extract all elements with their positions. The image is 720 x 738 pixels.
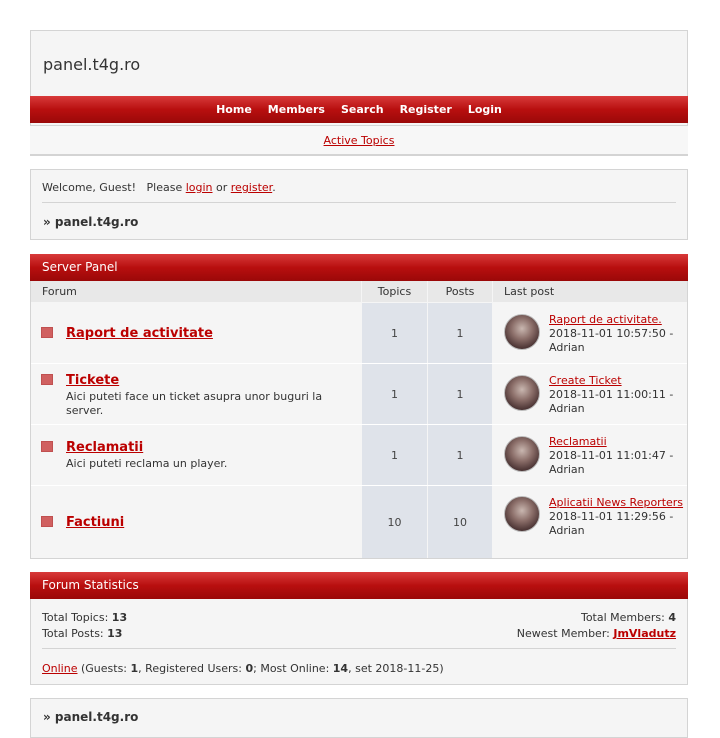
guests-label: (Guests: [77, 662, 131, 675]
most-online-label: ; Most Online: [253, 662, 333, 675]
topics-cell [362, 303, 427, 363]
posts-cell [428, 486, 492, 558]
nav-members[interactable]: Members [267, 103, 325, 116]
newest-member-label: Newest Member: [516, 627, 614, 640]
last-post-user: Adrian [549, 341, 585, 354]
last-post-link[interactable]: Create Ticket [549, 374, 622, 387]
posts-count: 1 [456, 388, 464, 401]
forum-link-factiuni[interactable]: Factiuni [66, 515, 125, 530]
statistics-title: Forum Statistics [30, 572, 688, 599]
main-navbar [30, 96, 688, 123]
last-post-user: Adrian [549, 402, 585, 415]
last-post-info [549, 313, 684, 355]
forum-link-raport[interactable]: Raport de activitate [66, 326, 213, 341]
topics-count: 10 [387, 516, 402, 529]
topics-count: 1 [391, 449, 398, 462]
forum-row [31, 425, 687, 485]
last-post-time: 2018-11-01 11:29:56 - [549, 510, 674, 523]
welcome-or: or [212, 181, 231, 194]
forum-category-panel [30, 254, 688, 559]
total-topics-label: Total Topics: [42, 611, 112, 624]
last-post-info [549, 374, 684, 416]
topics-cell [362, 425, 427, 485]
last-post-cell [493, 486, 687, 558]
online-link[interactable]: Online [42, 662, 78, 675]
user-avatar[interactable] [504, 496, 540, 532]
forum-cell [31, 425, 361, 485]
footer-breadcrumb[interactable]: » panel.t4g.ro [43, 710, 139, 724]
welcome-panel [30, 169, 688, 240]
forum-cell [31, 303, 361, 363]
last-post-time: 2018-11-01 11:00:11 - [549, 388, 674, 401]
forum-status-icon [41, 374, 53, 385]
welcome-suffix: . [272, 181, 276, 194]
last-post-time: 2018-11-01 11:01:47 - [549, 449, 674, 462]
forum-cell [31, 364, 361, 424]
forum-status-icon [41, 327, 53, 338]
user-avatar[interactable] [504, 375, 540, 411]
last-post-link[interactable]: Aplicatii News Reporters [549, 496, 684, 509]
column-topics: Topics [362, 281, 427, 302]
total-members-value: 4 [668, 611, 676, 624]
last-post-info [549, 435, 684, 477]
forum-link-reclamatii[interactable]: Reclamatii [66, 440, 144, 455]
last-post-user: Adrian [549, 524, 585, 537]
total-members [581, 611, 676, 624]
nav-home[interactable]: Home [216, 103, 252, 116]
most-online-value: 14 [332, 662, 349, 675]
posts-count: 1 [456, 327, 464, 340]
forum-status-icon [41, 516, 53, 527]
topics-count: 1 [391, 388, 398, 401]
online-info [42, 662, 444, 675]
forum-row [31, 486, 687, 558]
category-title[interactable]: Server Panel [30, 254, 688, 281]
total-topics-value: 13 [111, 611, 128, 624]
site-title: panel.t4g.ro [43, 55, 141, 74]
nav-login[interactable]: Login [467, 103, 502, 116]
posts-count: 10 [453, 516, 467, 529]
total-posts [42, 627, 122, 640]
forum-status-icon [41, 441, 53, 452]
last-post-cell [493, 303, 687, 363]
registered-label: , Registered Users: [138, 662, 246, 675]
posts-count: 1 [456, 449, 464, 462]
last-post-cell [493, 425, 687, 485]
topics-cell [362, 486, 427, 558]
sub-navbar [30, 125, 688, 155]
welcome-message [42, 181, 276, 194]
topics-count: 1 [391, 327, 398, 340]
forum-link-tickete[interactable]: Tickete [66, 373, 120, 388]
guests-value: 1 [130, 662, 139, 675]
posts-cell [428, 303, 492, 363]
forum-cell [31, 486, 361, 558]
newest-member-link[interactable]: JmVladutz [613, 627, 676, 640]
forum-statistics-panel [30, 572, 688, 685]
column-last-post: Last post [493, 281, 687, 302]
user-avatar[interactable] [504, 436, 540, 472]
nav-search[interactable]: Search [340, 103, 384, 116]
user-avatar[interactable] [504, 314, 540, 350]
last-post-user: Adrian [549, 463, 585, 476]
column-posts: Posts [428, 281, 492, 302]
most-online-date: , set 2018-11-25) [348, 662, 444, 675]
posts-cell [428, 425, 492, 485]
forum-row [31, 303, 687, 363]
last-post-link[interactable]: Raport de activitate. [549, 313, 662, 326]
nav-register[interactable]: Register [399, 103, 452, 116]
login-link[interactable]: login [185, 181, 213, 194]
forum-description: Aici puteti face un ticket asupra unor buguri la server. [66, 390, 323, 417]
forum-description: Aici puteti reclama un player. [66, 457, 228, 470]
divider [42, 648, 676, 649]
active-topics-link[interactable]: Active Topics [323, 133, 395, 147]
total-posts-label: Total Posts: [42, 627, 108, 640]
posts-cell [428, 364, 492, 424]
breadcrumb[interactable]: » panel.t4g.ro [43, 215, 139, 229]
welcome-prefix: Welcome, Guest! Please [42, 181, 186, 194]
forum-row [31, 364, 687, 424]
newest-member [517, 627, 676, 640]
last-post-info [549, 496, 684, 538]
header-panel [30, 30, 688, 156]
register-link[interactable]: register [230, 181, 273, 194]
registered-value: 0 [245, 662, 254, 675]
total-members-label: Total Members: [580, 611, 669, 624]
total-posts-value: 13 [107, 627, 123, 640]
footer-panel [30, 698, 688, 738]
last-post-cell [493, 364, 687, 424]
last-post-link[interactable]: Reclamatii [549, 435, 607, 448]
column-forum: Forum [31, 281, 361, 302]
total-topics [42, 611, 127, 624]
topics-cell [362, 364, 427, 424]
last-post-time: 2018-11-01 10:57:50 - [549, 327, 674, 340]
divider [42, 202, 676, 203]
